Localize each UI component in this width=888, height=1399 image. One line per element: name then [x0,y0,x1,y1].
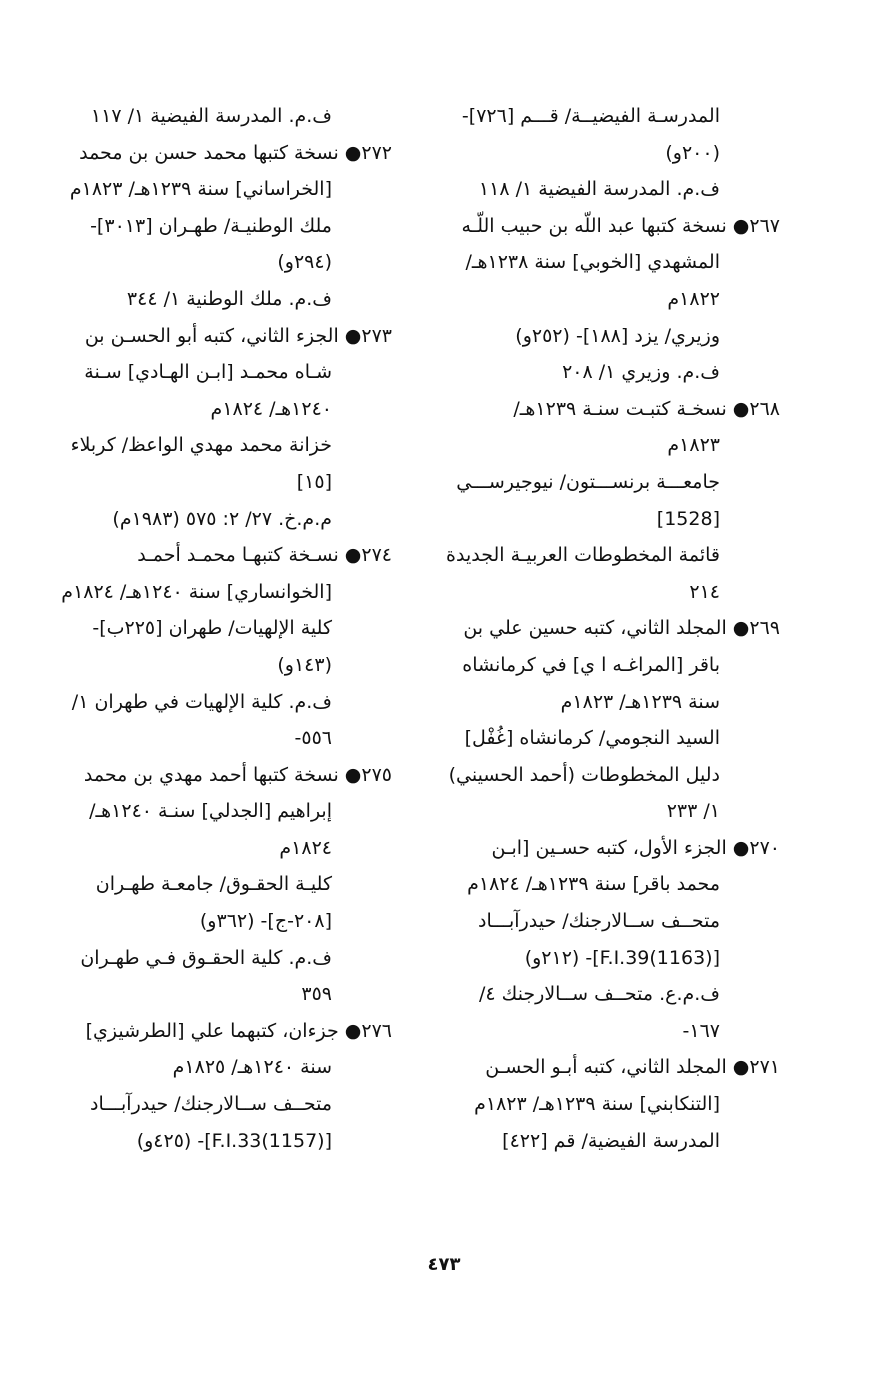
entry-heading-line: ٢٦٧● نسخة كتبها عبد اللّه بن حبيب اللّـه [461,214,780,237]
entry-line: ١٨٢٣م [667,434,720,457]
entry-line: (٢٩٤و) [277,251,332,274]
entry-line: قائمة المخطوطات العربيـة الجديدة [446,544,720,567]
entry-line: ١٦٧- [682,1019,720,1042]
entry-line: ف.م. المدرسة الفيضية ١/ ١١٨ [478,178,720,201]
entry-line: [الخوانساري] سنة ١٢٤٠هـ/ ١٨٢٤م [61,580,332,603]
entry-heading-line: ٢٧٣● الجزء الثاني، كتبه أبو الحسـن بن [84,324,392,347]
entry-line: ٣٥٩ [301,983,332,1006]
entry-line: م.م.خ. ٢٧/ ٢: ٥٧٥ (١٩٨٣م) [112,507,332,530]
entry-line: [١٥] [296,470,332,493]
entry-line: (١٤٣و) [277,653,332,676]
left-column [52,98,392,1159]
entry-line: محمد باقر] سنة ١٢٣٩هـ/ ١٨٢٤م [467,873,720,896]
entry-line: المدرسـة الفيضيــة/ قـــم [٧٢٦]- [461,105,720,127]
entry-line: ١٢٤٠هـ/ ١٨٢٤م [210,397,332,420]
entry-line: شـاه محمـد [ابـن الهـادي] سـنة [84,361,332,384]
entry-line: إبراهيم [الجدلي] سنـة ١٢٤٠هـ/ [89,800,332,823]
entry-heading-line: ٢٦٨● نسخـة كتبـت سنـة ١٢٣٩هـ/ [513,397,780,420]
page-number: ٤٧٣ [427,1254,461,1275]
entry-line: جامعـــة برنســـتون/ نيوجيرســـي [456,470,720,493]
entry-line: السيد النجومي/ كرمانشاه [غُفْل] [464,727,720,750]
right-column [440,98,780,1159]
entry-line: متحــف ســالارجنك/ حيدرآبـــاد [90,1093,332,1116]
entry-line: دليل المخطوطات (أحمد الحسيني) [448,763,720,786]
entry-line: [F.I.39(1163)]- (٢١٢و) [524,946,720,969]
entry-line: [التنكابني] سنة ١٢٣٩هـ/ ١٨٢٣م [474,1093,720,1116]
entry-line: ف.م.ع. متحــف ســالارجنك ٤/ [479,983,720,1006]
entry-line: متحــف ســالارجنك/ حيدرآبـــاد [478,910,720,933]
entry-line: ف.م. ملك الوطنية ١/ ٣٤٤ [126,287,332,310]
entry-line: [F.I.33(1157)]- (٤٢٥و) [136,1129,332,1152]
entry-line: [٢٠٨-ج]- (٣٦٢و) [199,910,332,933]
entry-line: ملك الوطنيـة/ طهـران [٣٠١٣]- [90,214,332,237]
entry-line: خزانة محمد مهدي الواعظ/ كربلاء [70,434,332,457]
entry-heading-line: ٢٧٥● نسخة كتبها أحمد مهدي بن محمد [83,763,392,786]
entry-line: ١٨٢٤م [279,836,332,859]
entry-line: ١٨٢٢م [667,287,720,310]
entry-line: ف.م. وزيري ١/ ٢٠٨ [562,361,720,384]
entry-heading-line: ٢٧٤● نسـخة كتبهـا محمـد أحمـد [137,544,392,567]
entry-line: ف.م. كلية الإلهيات في طهران ١/ [71,690,332,713]
entry-heading-line: ٢٧١● المجلد الثاني، كتبه أبـو الحسـن [485,1056,780,1079]
entry-line: (٢٠٠و) [665,141,720,164]
entry-heading-line: ٢٧٠● الجزء الأول، كتبه حسـين [ابـن [491,836,780,859]
entry-line: ف.م. المدرسة الفيضية ١/ ١١٧ [90,105,332,127]
entry-line: ٢١٤ [689,580,720,603]
entry-line: باقر [المراغـه ا ي] في كرمانشاه [462,653,720,676]
entry-heading-line: ٢٦٩● المجلد الثاني، كتبه حسين علي بن [463,617,780,640]
entry-line: المدرسة الفيضية/ قم [٤٢٢] [502,1129,720,1152]
entry-line: سنة ١٢٣٩هـ/ ١٨٢٣م [560,690,720,713]
entry-line: [الخراساني] سنة ١٢٣٩هـ/ ١٨٢٣م [69,178,332,201]
entry-line: [1528] [656,507,720,530]
entry-line: ١/ ٢٣٣ [666,800,720,823]
entry-line: المشهدي [الخوبي] سنة ١٢٣٨هـ/ [465,251,720,274]
entry-heading-line: ٢٧٢● نسخة كتبها محمد حسن بن محمد [79,141,392,164]
entry-line: كليـة الحقـوق/ جامعـة طهـران [95,873,332,896]
entry-line: سنة ١٢٤٠هـ/ ١٨٢٥م [172,1056,332,1079]
entry-line: ف.م. كلية الحقـوق فـي طهـران [80,946,332,969]
entry-line: ٥٥٦- [294,727,332,750]
entry-line: كلية الإلهيات/ طهران [٢٢٥ب]- [92,617,332,640]
entry-line: وزيري/ يزد [١٨٨]- (٢٥٢و) [515,324,720,347]
entry-heading-line: ٢٧٦● جزءان، كتبهما علي [الطرشيزي] [85,1019,392,1042]
